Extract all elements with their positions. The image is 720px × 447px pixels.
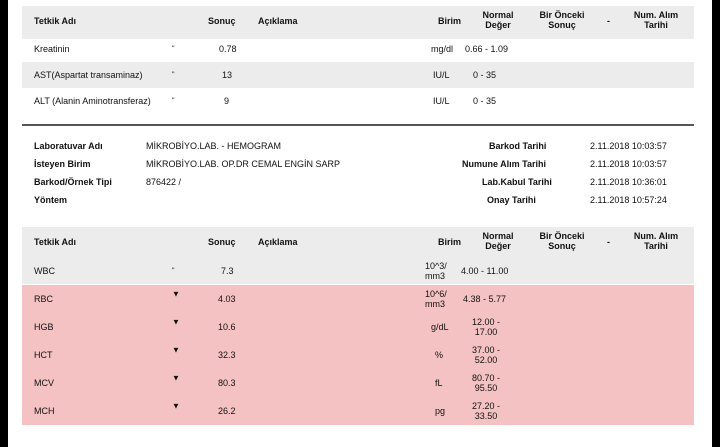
header-test: Tetkik Adı [34, 16, 77, 26]
table-row: WBC " 7.3 10^3/ mm3 4.00 - 11.00 [22, 257, 694, 284]
header-comment: Açıklama [258, 16, 298, 26]
section-divider [22, 124, 694, 126]
table-header [22, 6, 694, 39]
table-row: MCV ▼ 80.3 fL 80.70 - 95.50 [22, 369, 694, 397]
sample-info: Laboratuvar Adı MİKROBİYO.LAB. - HEMOGRAM İsteyen Birim MİKROBİYO.LAB. OP.DR CEMAL ENGİN SARP Barkod/Örnek Tipi 876422 / Yöntem Barkod Tarihi 2.11.2018 10:03:57 Numune Alım Tarihi 2.11.2018 10:03:57 Lab.Kabul Tarihi 2.11.2018 10:36:01 Onay Tarihi 2.11.2018 10:57:24 [34, 141, 667, 205]
table-row: Kreatinin " 0.78 mg/dl 0.66 - 1.09 [34, 44, 509, 54]
table-row: MCH ▼ 26.2 pg 27.20 - 33.50 [22, 397, 694, 425]
lab-report [8, 0, 712, 447]
table-row: HGB ▼ 10.6 g/dL 12.00 - 17.00 [22, 313, 694, 341]
table-row: RBC ▼ 4.03 10^6/ mm3 4.38 - 5.77 [22, 285, 694, 313]
header-previous: Bir Önceki Sonuç [539, 10, 585, 30]
header-dash: - [607, 16, 610, 26]
header-result: Sonuç [208, 16, 236, 26]
header-normal: Normal Değer [482, 10, 514, 30]
table-header: Tetkik Adı Sonuç Açıklama Birim Normal Değer Bir Önceki Sonuç - Num. Alım Tarihi [22, 227, 694, 260]
table-row: ALT (Alanin Aminotransferaz) " 9 IU/L 0 - 35 [34, 96, 497, 106]
table-row: AST(Aspartat transaminaz) " 13 IU/L 0 - 35 [22, 62, 694, 88]
table-row: HCT ▼ 32.3 % 37.00 - 52.00 [22, 341, 694, 369]
header-unit: Birim [438, 16, 462, 26]
header-date: Num. Alım Tarihi [633, 10, 679, 30]
